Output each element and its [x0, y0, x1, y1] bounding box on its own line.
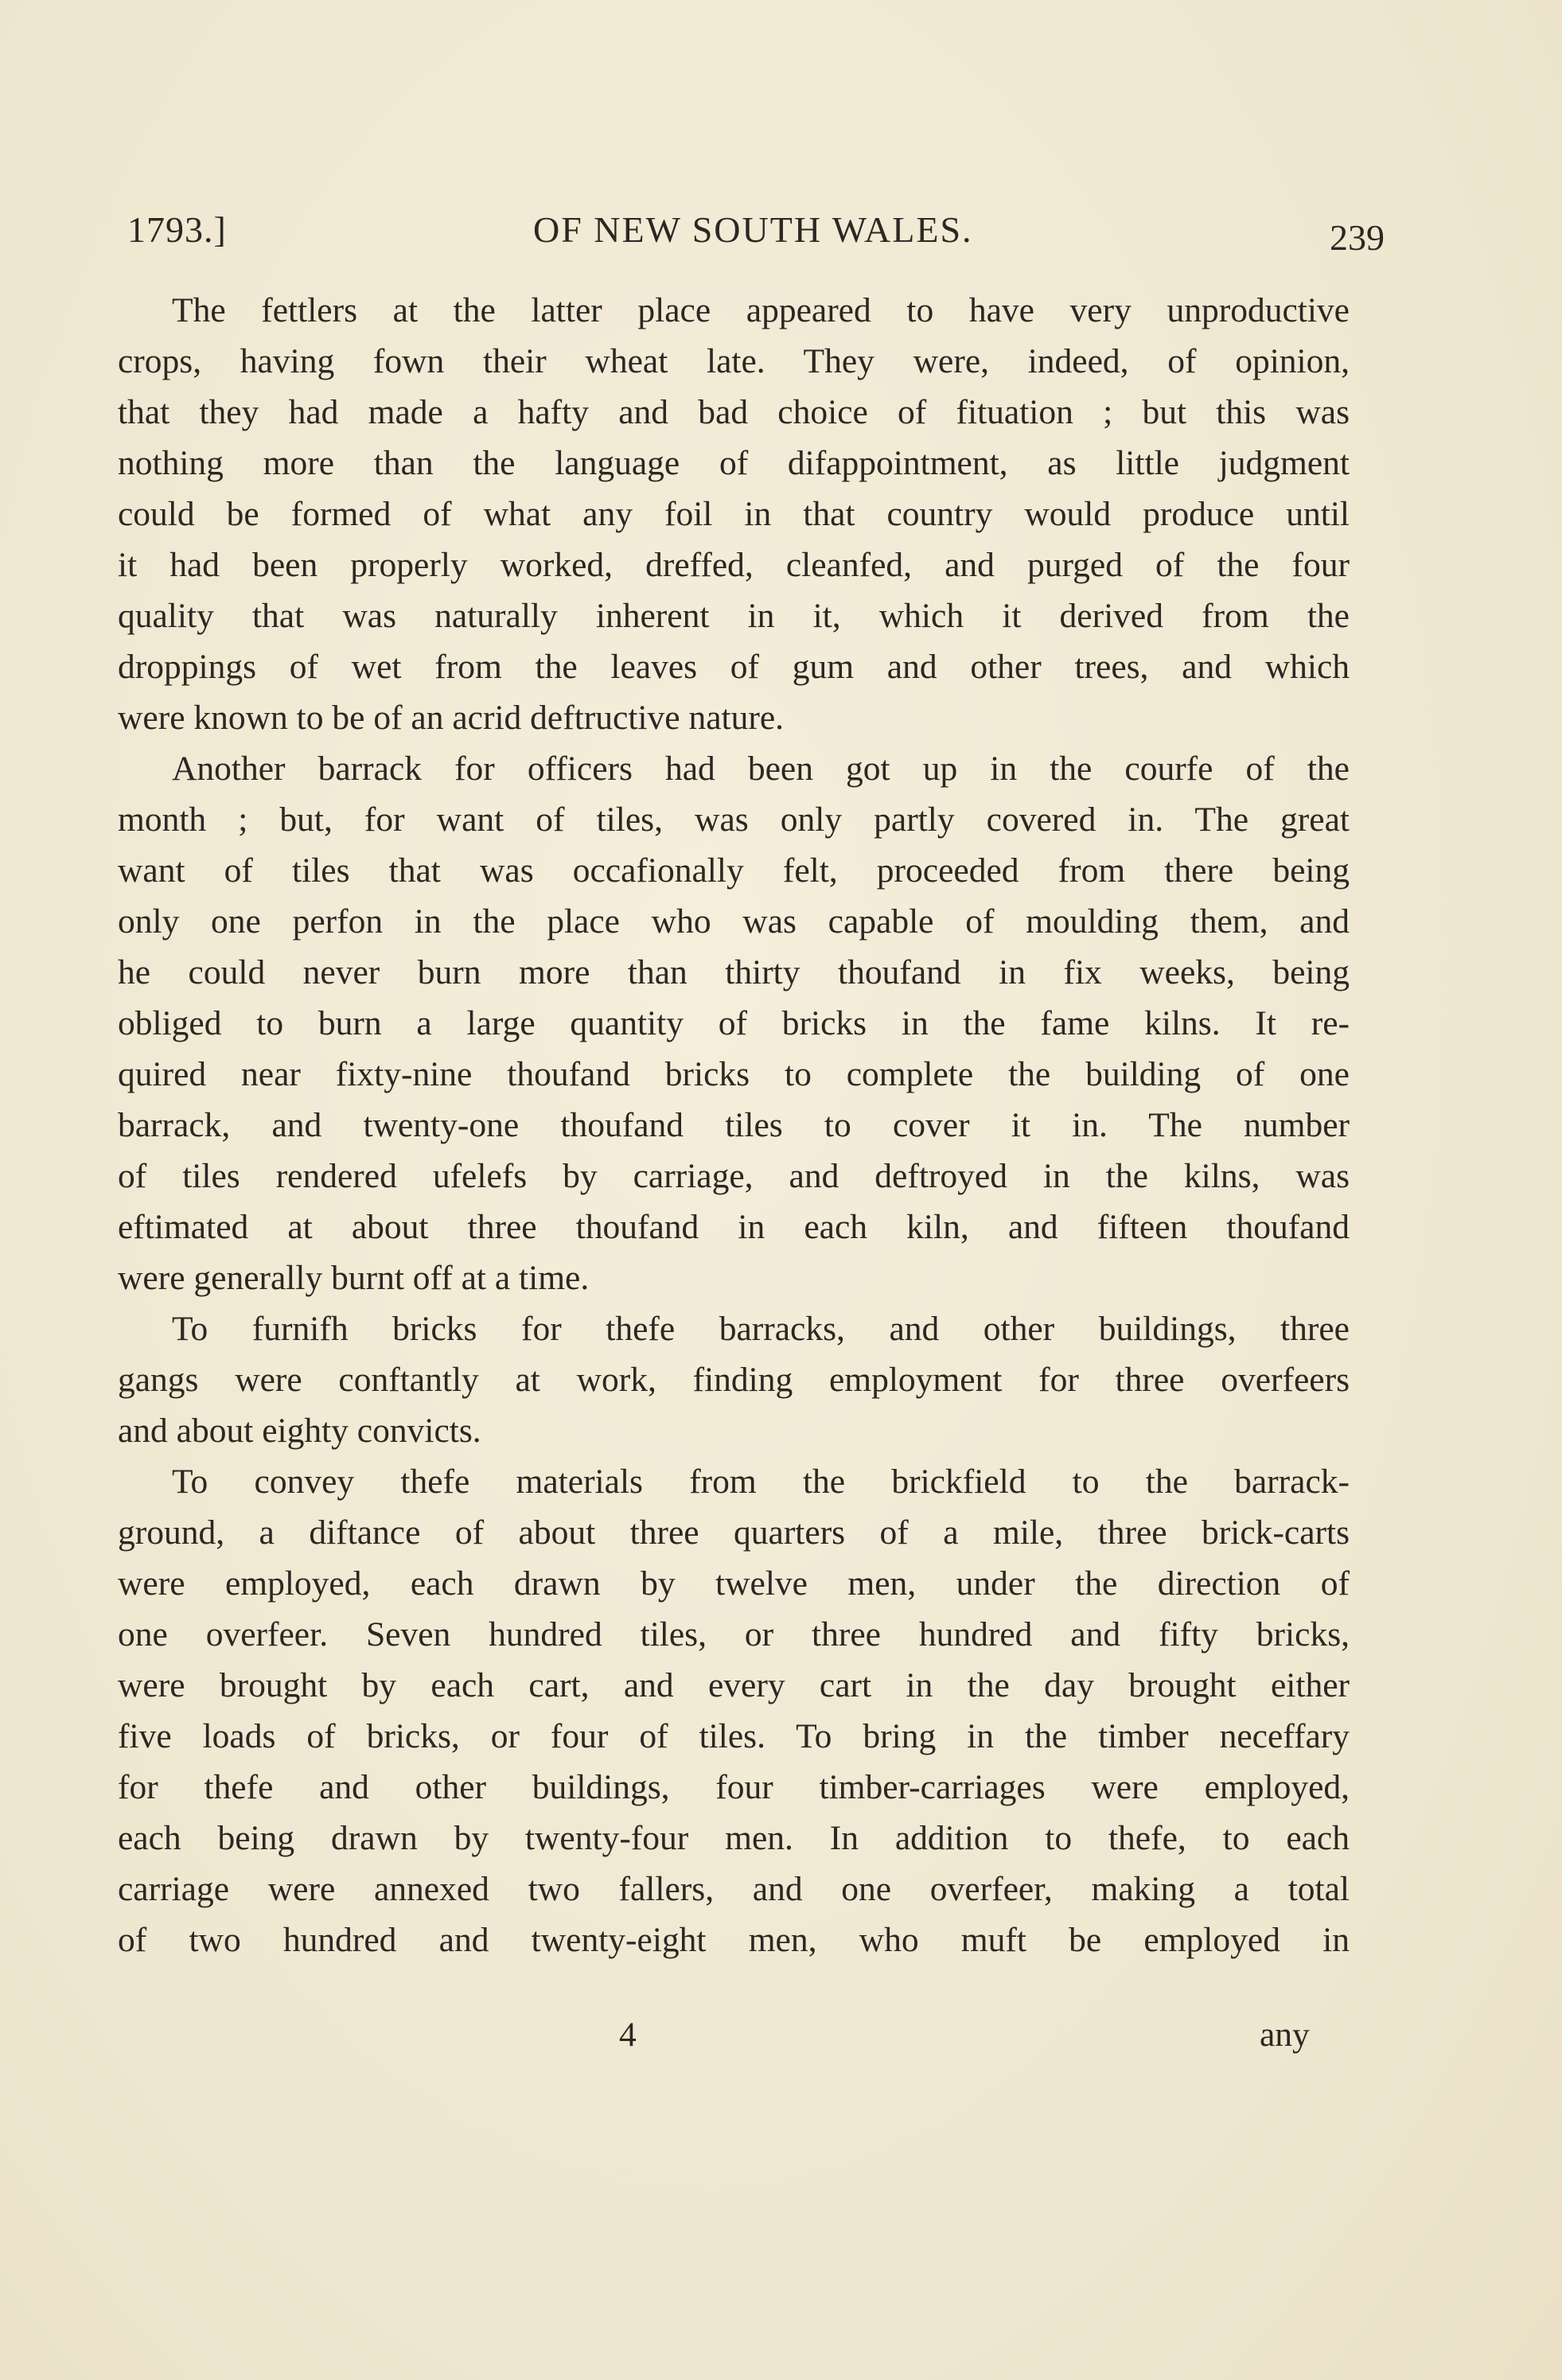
- text-line: want of tiles that was occafionally felt, proceeded from there being: [118, 851, 1350, 890]
- text-line: The fettlers at the latter place appeared to have very unproductive: [172, 291, 1350, 329]
- text-line: gangs were conftantly at work, finding employment for three overfeers: [118, 1361, 1350, 1399]
- header-title: OF NEW SOUTH WALES.: [533, 209, 973, 250]
- text-line: that they had made a hafty and bad choice of fituation ; but this was: [118, 393, 1350, 431]
- signature-mark: 4: [619, 2016, 637, 2054]
- text-line: quality that was naturally inherent in it, which it derived from the: [118, 597, 1350, 635]
- text-line: were employed, each drawn by twelve men, under the direction of: [118, 1564, 1350, 1603]
- text-line: To furnifh bricks for thefe barracks, and other buildings, three: [172, 1310, 1350, 1348]
- text-line: obliged to burn a large quantity of bricks in the fame kilns. It re-: [118, 1004, 1350, 1042]
- text-line: of tiles rendered ufelefs by carriage, and deftroyed in the kilns, was: [118, 1157, 1350, 1195]
- text-line: nothing more than the language of difappointment, as little judgment: [118, 444, 1350, 482]
- text-line: barrack, and twenty-one thoufand tiles to cover it in. The number: [118, 1106, 1350, 1144]
- catchword: any: [1260, 2016, 1310, 2054]
- page-footer: [118, 2015, 1350, 2070]
- text-line: were known to be of an acrid deftructive nature.: [118, 699, 785, 737]
- text-line: carriage were annexed two fallers, and one overfeer, making a total: [118, 1870, 1350, 1908]
- text-line: were brought by each cart, and every cart in the day brought either: [118, 1666, 1350, 1704]
- text-line: for thefe and other buildings, four timber-carriages were employed,: [118, 1768, 1350, 1806]
- text-line: could be formed of what any foil in that country would produce until: [118, 495, 1350, 533]
- text-line: it had been properly worked, dreffed, cleanfed, and purged of the four: [118, 546, 1350, 584]
- text-line: only one perfon in the place who was capable of moulding them, and: [118, 902, 1350, 941]
- text-line: month ; but, for want of tiles, was only partly covered in. The great: [118, 800, 1350, 839]
- header-year: 1793.]: [127, 209, 227, 250]
- text-line: To convey thefe materials from the brickfield to the barrack-: [172, 1463, 1350, 1501]
- text-line: five loads of bricks, or four of tiles. To bring in the timber neceffary: [118, 1717, 1350, 1755]
- text-line: quired near fixty-nine thoufand bricks to complete the building of one: [118, 1055, 1350, 1093]
- text-line: of two hundred and twenty-eight men, who muft be employed in: [118, 1921, 1350, 1959]
- text-line: one overfeer. Seven hundred tiles, or three hundred and fifty bricks,: [118, 1615, 1350, 1654]
- text-line: crops, having fown their wheat late. They were, indeed, of opinion,: [118, 342, 1350, 380]
- page-number: 239: [1330, 217, 1385, 258]
- body-text: [118, 285, 1350, 1965]
- text-line: were generally burnt off at a time.: [118, 1259, 590, 1297]
- text-line: Another barrack for officers had been got up in the courfe of the: [172, 750, 1350, 788]
- text-line: ground, a diftance of about three quarters of a mile, three brick-carts: [118, 1513, 1350, 1552]
- running-header: [127, 208, 1385, 264]
- text-line: each being drawn by twenty-four men. In addition to thefe, to each: [118, 1819, 1350, 1857]
- text-line: eftimated at about three thoufand in each kiln, and fifteen thoufand: [118, 1208, 1350, 1246]
- text-line: and about eighty convicts.: [118, 1412, 481, 1450]
- text-line: droppings of wet from the leaves of gum and other trees, and which: [118, 648, 1350, 686]
- text-line: he could never burn more than thirty thoufand in fix weeks, being: [118, 953, 1350, 991]
